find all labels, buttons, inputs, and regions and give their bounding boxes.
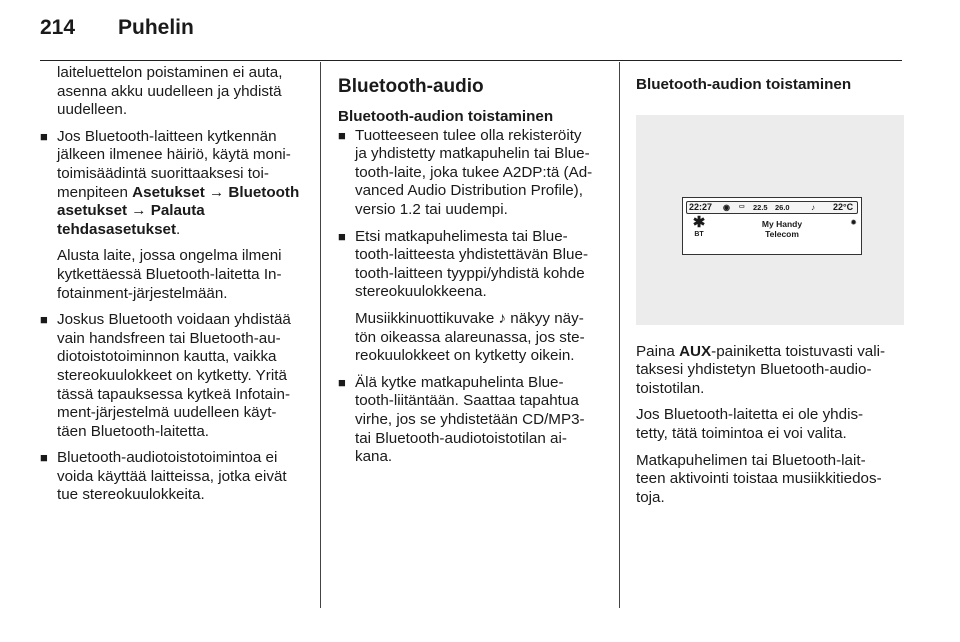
text-line [57, 202, 308, 221]
text-span: . [176, 220, 181, 238]
menu-path-bluetooth: Bluetooth [228, 183, 300, 201]
subsection-heading: Bluetooth-audion toistaminen [338, 108, 554, 125]
paragraph [636, 452, 904, 508]
text-line: vanced Audio Distribution Profile), [355, 182, 583, 200]
text-line: uudelleen. [57, 101, 128, 119]
text-line: versio 1.2 tai uudempi. [355, 200, 508, 218]
clock: 22:27 [689, 201, 713, 212]
bullet-subparagraph [338, 310, 606, 366]
text-line [636, 343, 904, 362]
paragraph [636, 406, 904, 443]
text-line: stereokuulokkeet on kytketty. Yritä [57, 366, 287, 384]
aux-button-label: AUX [679, 342, 712, 360]
column-divider [619, 62, 620, 608]
text-line: toistotilan. [636, 379, 705, 397]
subsection-heading: Bluetooth-audion toistaminen [636, 76, 852, 93]
text-line: tue stereokuulokkeita. [57, 486, 205, 504]
text-line: Bluetooth-audiotoistotoimintoa ei [57, 449, 278, 467]
text-line: tooth-laite, joka tukee A2DP:tä (Ad- [355, 163, 593, 181]
text-line: asenna akku uudelleen ja yhdistä [57, 82, 282, 100]
text-line: ment-järjestelmä uudelleen käyt- [57, 404, 277, 422]
arrow-icon: → [127, 202, 151, 220]
text-line: Jos Bluetooth-laitteen kytkennän [57, 127, 277, 145]
bt-label: BT [694, 230, 704, 238]
text-line: voida käyttää laitteissa, jotka eivät [57, 467, 287, 485]
bullet-icon: ■ [338, 374, 346, 390]
text-line: tooth-liitäntään. Saattaa tapahtua [355, 392, 579, 410]
text-line: virhe, jos se yhdistetään CD/MP3- [355, 410, 585, 428]
text-span: menpiteen [57, 183, 133, 201]
bullet-icon: ■ [338, 127, 346, 143]
text-line [57, 221, 308, 240]
text-line: kytkettäessä Bluetooth-laitetta In- [57, 265, 282, 283]
text-line: Musiikkinuottikuvake ♪ näkyy näy- [355, 309, 584, 327]
infotainment-screen [682, 197, 862, 255]
temperature-right: 22°C [833, 201, 854, 212]
text-line: toja. [636, 488, 665, 506]
bullet-icon: ■ [338, 228, 346, 244]
bullet-item [338, 228, 606, 302]
text-line: fotainment-järjestelmään. [57, 284, 228, 302]
temperature-mid: 26.0 [775, 202, 790, 212]
status-bar [686, 201, 858, 214]
text-line: laiteluettelon poistaminen ei auta, [57, 64, 283, 81]
text-line: tai Bluetooth-audiotoistotilan ai- [355, 429, 567, 447]
device-name-line: My Handy [761, 218, 803, 229]
text-line: teen aktivointi toistaa musiikkitiedos- [636, 470, 882, 488]
text-line: stereokuulokkeena. [355, 283, 487, 301]
bluetooth-icon: ✱ [692, 213, 706, 231]
bullet-icon: ■ [40, 450, 48, 466]
text-line: tetty, tätä toimintoa ei voi valita. [636, 424, 847, 442]
text-line: Etsi matkapuhelimesta tai Blue- [355, 227, 568, 245]
text-line: reokuulokkeet on kytketty oikein. [355, 347, 575, 365]
bullet-item [40, 128, 308, 240]
text-line [57, 184, 308, 203]
bullet-subparagraph [40, 247, 308, 303]
text-span: Paina [636, 342, 680, 360]
column-2 [338, 64, 606, 475]
text-line: kana. [355, 448, 393, 466]
column-3 [636, 64, 904, 515]
text-line: tön oikeassa alareunassa, jos ste- [355, 328, 585, 346]
page-number: 214 [40, 16, 76, 39]
text-line: Jos Bluetooth-laitetta ei ole yhdis- [636, 406, 864, 424]
text-line: tooth-laitteen tyyppi/yhdistä kohde [355, 264, 585, 282]
arrow-icon: → [204, 183, 229, 201]
page-title: Puhelin [118, 16, 194, 39]
text-line: Joskus Bluetooth voidaan yhdistää [57, 311, 291, 329]
temperature-left: 22.5 [753, 202, 768, 212]
text-line: diotoistotoiminnon kautta, vaikka [57, 348, 277, 366]
display-illustration [636, 115, 904, 325]
bullet-item [40, 449, 308, 505]
bullet-icon: ■ [40, 128, 48, 144]
header-rule [40, 60, 902, 61]
bullet-item [338, 374, 606, 467]
settings-gear-icon: ✹ [850, 217, 857, 227]
disc-icon: ◉ [723, 202, 730, 212]
bluetooth-source [689, 215, 709, 239]
climate-mode-icon: ▭ [739, 203, 745, 210]
device-name [733, 219, 831, 239]
column-divider [320, 62, 321, 608]
text-span: -painiketta toistuvasti vali- [711, 342, 886, 360]
device-name-line: Telecom [765, 228, 799, 239]
music-note-icon: ♪ [811, 202, 815, 212]
bullet-icon: ■ [40, 312, 48, 328]
section-heading: Bluetooth-audio [338, 76, 484, 97]
column-1 [40, 64, 308, 513]
text-line: Älä kytke matkapuhelinta Blue- [355, 373, 564, 391]
text-line: täen Bluetooth-laitetta. [57, 422, 209, 440]
paragraph [636, 343, 904, 399]
bullet-item [338, 127, 606, 220]
text-line: vain handsfreen tai Bluetooth-au- [57, 329, 281, 347]
text-line: tooth-laitteesta yhdistettävän Blue- [355, 246, 589, 264]
text-line: Matkapuhelimen tai Bluetooth-lait- [636, 451, 866, 469]
menu-path-restore: Palauta [150, 202, 205, 220]
text-line: jälkeen ilmenee häiriö, käytä moni- [57, 146, 291, 164]
text-line: Alusta laite, jossa ongelma ilmeni [57, 247, 282, 265]
text-line: Tuotteeseen tulee olla rekisteröity [355, 126, 582, 144]
text-line: taksesi yhdistetyn Bluetooth-audio- [636, 361, 872, 379]
text-line: toimisäädintä suorittaaksesi toi- [57, 164, 269, 182]
menu-path-bluetooth-settings: asetukset [57, 202, 128, 220]
paragraph [40, 64, 308, 120]
menu-path-factory-settings: tehdasasetukset [57, 220, 177, 238]
text-line: ja yhdistetty matkapuhelin tai Blue- [355, 145, 590, 163]
menu-path-settings: Asetukset [132, 183, 205, 201]
bullet-item [40, 311, 308, 441]
text-line: tässä tapauksessa kytkeä Infotain- [57, 385, 291, 403]
